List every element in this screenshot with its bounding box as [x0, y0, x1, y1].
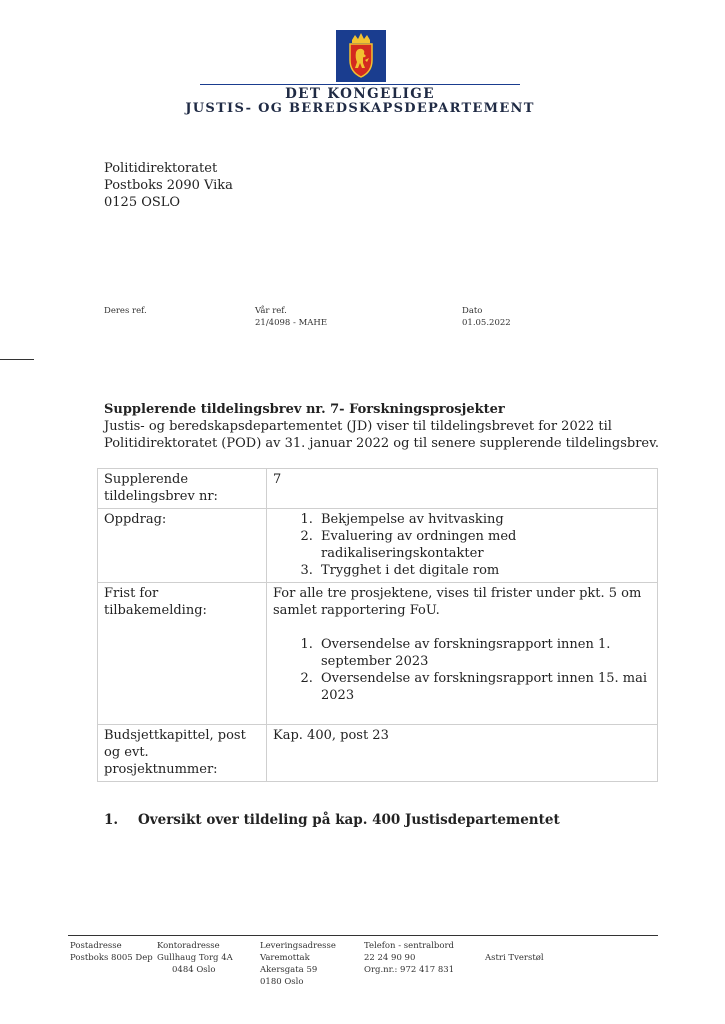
- footer-value: 0484 Oslo: [172, 965, 216, 975]
- fold-mark: [0, 359, 34, 360]
- table-row: [98, 509, 658, 583]
- footer-postadresse: [70, 940, 153, 964]
- table-label: Budsjettkapittel, post og evt. prosjektnummer:: [98, 725, 267, 782]
- list-item: 2. Evaluering av ordningen med radikaliseringskontakter: [317, 528, 651, 562]
- recipient-address: [104, 160, 233, 211]
- deres-ref-label: Deres ref.: [104, 306, 147, 316]
- footer-telefon: [364, 940, 454, 976]
- table-value: Kap. 400, post 23: [267, 725, 658, 782]
- footer-value: Astri Tverstøl: [485, 953, 544, 963]
- section-heading: [104, 812, 560, 828]
- footer-value: 22 24 90 90: [364, 953, 416, 963]
- ministry-name-line2: JUSTIS- OG BEREDSKAPSDEPARTEMENT: [185, 101, 535, 116]
- footer-label: Kontoradresse: [157, 941, 220, 951]
- recipient-city: 0125 OSLO: [104, 195, 181, 210]
- table-row: [98, 469, 658, 509]
- list-item: 2. Oversendelse av forskningsrapport innen 15. mai 2023: [317, 670, 651, 704]
- footer-saksbehandler: [485, 952, 544, 964]
- footer-leveringsadresse: [260, 940, 336, 988]
- deadline-text: For alle tre prosjektene, vises til frister under pkt. 5 om samlet rapportering FoU.: [273, 586, 642, 618]
- footer-value: Postboks 8005 Dep: [70, 953, 153, 963]
- table-row: [98, 583, 658, 725]
- footer-value: Akersgata 59: [260, 965, 318, 975]
- date-value: 01.05.2022: [462, 318, 511, 328]
- section-title: Oversikt over tildeling på kap. 400 Justisdepartementet: [138, 812, 560, 828]
- list-item: 1. Oversendelse av forskningsrapport innen 1. september 2023: [317, 636, 651, 670]
- table-label: Frist for tilbakemelding:: [98, 583, 267, 725]
- var-ref-value: 21/4098 - MAHE: [255, 318, 328, 328]
- table-label: Supplerende tildelingsbrev nr:: [98, 469, 267, 509]
- letter-intro: Justis- og beredskapsdepartementet (JD) viser til tildelingsbrevet for 2022 til Politidirektoratet (POD) av 31. januar 2022 og til senere supplerende tildelingsbrev.: [104, 419, 660, 451]
- footer-label: Leveringsadresse: [260, 941, 336, 951]
- table-value: [267, 509, 658, 583]
- table-value: [267, 583, 658, 725]
- deres-ref: [104, 305, 147, 317]
- ministry-name-line1: DET KONGELIGE: [285, 86, 435, 102]
- assignment-table: [97, 468, 658, 782]
- var-ref-label: Vår ref.: [255, 306, 287, 316]
- section-number: 1.: [104, 812, 119, 828]
- norwegian-lion-crest-icon: [336, 30, 386, 82]
- footer-label: Telefon - sentralbord: [364, 941, 454, 951]
- list-item: 1. Bekjempelse av hvitvasking: [317, 511, 651, 528]
- table-label: Oppdrag:: [98, 509, 267, 583]
- footer-value: Gullhaug Torg 4A: [157, 953, 233, 963]
- date-label: Dato: [462, 306, 483, 316]
- footer-value: Org.nr.: 972 417 831: [364, 965, 455, 975]
- date-ref: [462, 305, 511, 329]
- var-ref: [255, 305, 327, 329]
- table-value: 7: [267, 469, 658, 509]
- table-row: [98, 725, 658, 782]
- header-divider: [200, 84, 520, 85]
- footer-label: Postadresse: [70, 941, 122, 951]
- recipient-name: Politidirektoratet: [104, 161, 218, 176]
- letter-subject: Supplerende tildelingsbrev nr. 7- Forskningsprosjekter: [104, 402, 505, 417]
- footer-kontoradresse: [157, 940, 233, 976]
- footer-divider: [68, 935, 658, 936]
- deadline-list: [273, 636, 651, 704]
- assignment-list: [273, 511, 651, 579]
- list-item: 3. Trygghet i det digitale rom: [317, 562, 651, 579]
- footer-value: 0180 Oslo: [260, 977, 304, 987]
- footer-value: Varemottak: [260, 953, 310, 963]
- recipient-postbox: Postboks 2090 Vika: [104, 178, 233, 193]
